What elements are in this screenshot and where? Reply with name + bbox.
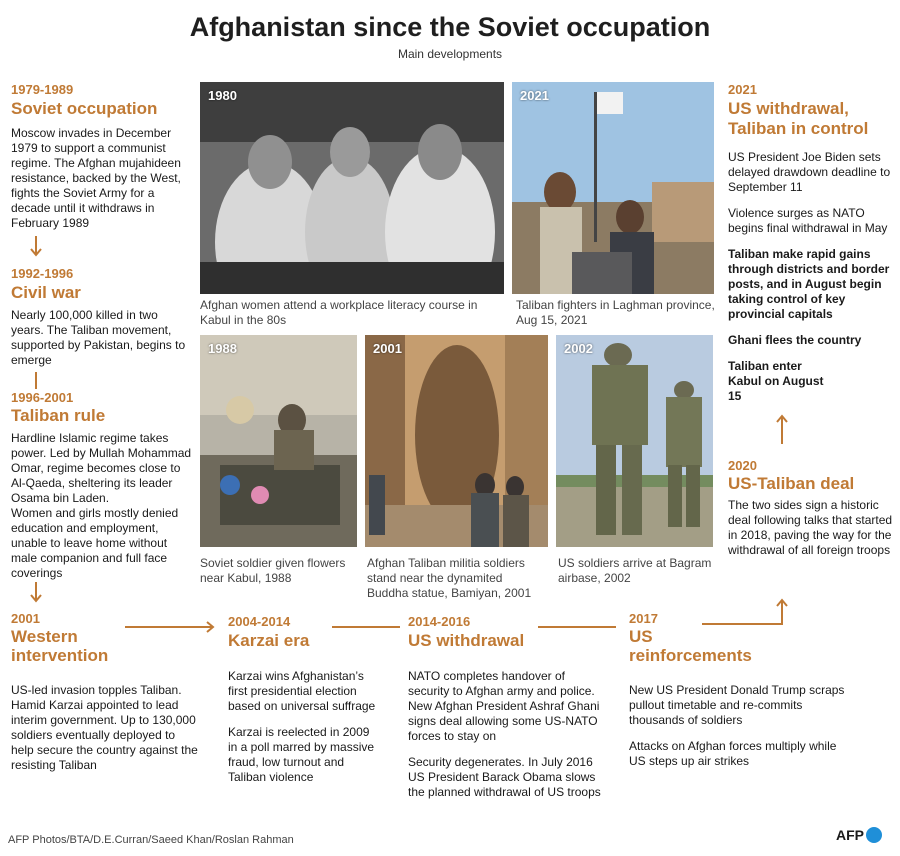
karzai-heading: Karzai era xyxy=(228,631,310,650)
control-text xyxy=(728,150,896,415)
arrow-down-2 xyxy=(29,372,43,390)
reinforcements-heading-2: reinforcements xyxy=(629,646,752,665)
karzai-period: 2004-2014 xyxy=(228,614,291,629)
us-withdrawal-text-2: Security degenerates. In July 2016 US President Barack Obama slows the planned withdrawal of US troops xyxy=(408,755,601,799)
control-heading-1: US withdrawal, xyxy=(728,99,849,118)
civilwar-text: Nearly 100,000 killed in two years. The Taliban movement, supported by Pakistan, begins to emerge xyxy=(11,308,186,367)
control-heading-2: Taliban in control xyxy=(728,119,869,138)
soviet-period: 1979-1989 xyxy=(11,82,74,97)
connector-elbow xyxy=(700,598,790,630)
photo-1988 xyxy=(200,335,357,547)
reinforcements-text-1: New US President Donald Trump scraps pullout timetable and re-commits thousands of soldiers xyxy=(629,683,845,727)
control-text-5: Taliban enter Kabul on August 15 xyxy=(728,359,824,403)
arrow-right-1 xyxy=(125,620,217,634)
photo-2021-caption: Taliban fighters in Laghman province, Aug 15, 2021 xyxy=(516,298,715,327)
reinforcements-heading-1: US xyxy=(629,627,653,646)
photo-1980 xyxy=(200,82,504,294)
western-heading-2: intervention xyxy=(11,646,109,665)
taliban-rule-period: 1996-2001 xyxy=(11,390,74,405)
photo-2021 xyxy=(512,82,714,294)
control-period: 2021 xyxy=(728,82,757,97)
deal-text: The two sides sign a historic deal following talks that started in 2018, paving the way for the withdrawal of all foreign troops xyxy=(728,498,893,557)
us-withdrawal-heading: US withdrawal xyxy=(408,631,525,650)
photo-2001-caption: Afghan Taliban militia soldiers stand near the dynamited Buddha statue, Bamiyan, 2001 xyxy=(367,556,532,600)
afp-logo xyxy=(836,827,882,843)
karzai-text-2: Karzai is reelected in 2009 in a poll marred by massive fraud, low turnout and Taliban violence xyxy=(228,725,375,784)
connector-line-2 xyxy=(538,620,618,634)
deal-period: 2020 xyxy=(728,458,757,473)
arrow-down-3 xyxy=(29,582,43,604)
control-text-2: Violence surges as NATO begins final withdrawal in May xyxy=(728,206,888,235)
taliban-rule-text xyxy=(11,431,196,581)
page-subtitle: Main developments xyxy=(397,47,503,61)
deal-heading: US-Taliban deal xyxy=(728,474,855,493)
control-text-4: Ghani flees the country xyxy=(728,333,862,347)
taliban-rule-heading: Taliban rule xyxy=(11,406,106,425)
western-heading-1: Western xyxy=(11,627,78,646)
arrow-down-1 xyxy=(29,236,43,258)
taliban-rule-text-2: Women and girls mostly denied education and employment, unable to leave home without male companion and full face coverings xyxy=(11,506,179,580)
western-text: US-led invasion topples Taliban. Hamid Karzai appointed to lead interim government. Up to 130,000 soldiers eventually deployed to help secure the country against the resisting Taliban xyxy=(11,683,198,772)
photo-1980-caption: Afghan women attend a workplace literacy course in Kabul in the 80s xyxy=(200,298,478,327)
western-period: 2001 xyxy=(11,611,40,626)
photo-2002-year: 2002 xyxy=(564,341,593,356)
photo-2002-caption: US soldiers arrive at Bagram airbase, 2002 xyxy=(558,556,712,585)
reinforcements-text xyxy=(629,683,849,780)
karzai-text-1: Karzai wins Afghanistan’s first presidential election based on universal suffrage xyxy=(228,669,376,713)
photo-1980-year: 1980 xyxy=(208,88,237,103)
control-text-3: Taliban make rapid gains through districts and border posts, and in August begin taking control of key provincial capitals xyxy=(728,247,890,321)
civilwar-heading: Civil war xyxy=(11,283,81,302)
afp-logo-text: AFP xyxy=(836,827,864,843)
photo-1988-year: 1988 xyxy=(208,341,237,356)
control-text-1: US President Joe Biden sets delayed drawdown deadline to September 11 xyxy=(728,150,891,194)
soviet-heading: Soviet occupation xyxy=(11,99,158,118)
us-withdrawal-period: 2014-2016 xyxy=(408,614,471,629)
connector-line-1 xyxy=(332,620,402,634)
civilwar-period: 1992-1996 xyxy=(11,266,74,281)
afp-logo-dot-icon xyxy=(866,827,882,843)
us-withdrawal-text-1: NATO completes handover of security to Afghan army and police. New Afghan President Ashraf Ghani signs deal allowing some US-NATO forces to stay on xyxy=(408,669,600,743)
reinforcements-text-2: Attacks on Afghan forces multiply while US steps up air strikes xyxy=(629,739,837,768)
photo-2021-year: 2021 xyxy=(520,88,549,103)
photo-2001 xyxy=(365,335,548,547)
taliban-rule-text-1: Hardline Islamic regime takes power. Led by Mullah Mohammad Omar, regime becomes close to Al-Qaeda, sheltering its leader Osama bin Laden. xyxy=(11,431,192,505)
photo-2002 xyxy=(556,335,713,547)
karzai-text xyxy=(228,669,378,796)
arrow-up-1 xyxy=(775,414,789,444)
soviet-text: Moscow invades in December 1979 to support a communist regime. The Afghan mujahideen resistance, backed by the West, fights the Soviet Army for a decade until it withdraws in February 1989 xyxy=(11,126,181,230)
photo-1988-caption: Soviet soldier given flowers near Kabul, 1988 xyxy=(200,556,346,585)
photo-credits: AFP Photos/BTA/D.E.Curran/Saeed Khan/Roslan Rahman xyxy=(8,834,294,846)
reinforcements-period: 2017 xyxy=(629,611,658,626)
page-title: Afghanistan since the Soviet occupation xyxy=(189,12,711,42)
photo-2001-year: 2001 xyxy=(373,341,402,356)
us-withdrawal-text xyxy=(408,669,608,811)
